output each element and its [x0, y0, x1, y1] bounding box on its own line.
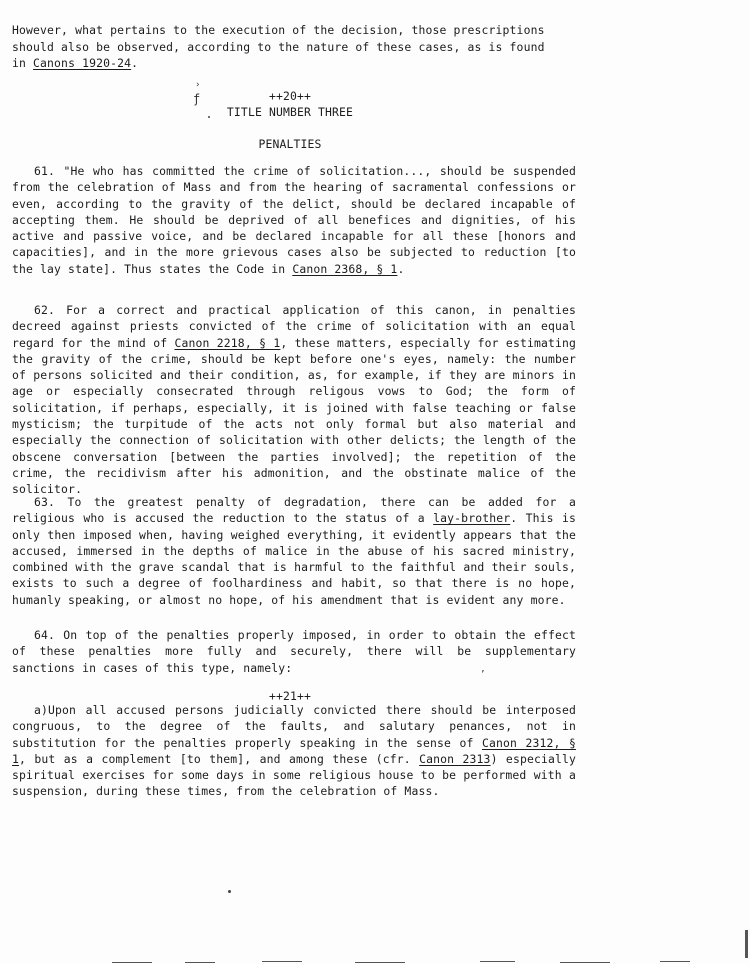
intro-line-2: should also be observed, according to the nature of these cases, as is found	[12, 39, 545, 54]
paragraph-64: 64. On top of the penalties properly imposed, in order to obtain the effect of these penalties more fully and securely, there will be supplementary sanctions in cases of this type, namely:	[12, 628, 576, 675]
paragraph-63: 63. To the greatest penalty of degradation, there can be added for a religious who is accused the reduction to the status of a lay-brother. This is only then imposed when, having weighed everything, it evidently appears that the accused, immersed in the depths of malice in the abuse of his sacred ministry, combined with the grave scandal that is harmful to the faithful and their souls, exists to such a degree of foolhardiness and habit, so that there is no hope, humanly speaking, or almost no hope, of his amendment that is evident any more.	[12, 495, 576, 607]
scan-edge-line	[355, 962, 405, 963]
paragraph-61: 61. "He who has committed the crime of solicitation..., should be suspended from the celebration of Mass and from the hearing of sacramental confessions or even, according to the gravity of the delict, should be declared incapable of accepting them. He should be deprived of all benefices and dignities, of his active and passive voice, and be declared incapable for all these [honors and capacities], and in the more grievous cases also be subjected to reduction [to the lay state]. Thus states the Code in Canon 2368, § 1.	[12, 164, 576, 276]
scan-edge-line	[560, 962, 610, 963]
paragraph-62: 62. For a correct and practical application of this canon, in penalties decreed against priests convicted of the crime of solicitation with an equal regard for the mind of Canon 2218, § 1, these matters, especially for estimating the gravity of the crime, should be kept before one's eyes, namely: the number of persons solicited and their condition, as, for example, if they are minors in age or especially consecrated through religous vows to God; the form of solicitation, if perhaps, especially, it is joined with false teaching or false mysticism; the turpitude of the acts not only formal but also material and especially the connection of solicitation with other delicts; the length of the obscene conversation [between the parties involved]; the repetition of the crime, the recidivism after his admonition, and the obstinate malice of the solicitor.	[12, 303, 577, 497]
handwritten-mark: ƒ	[193, 92, 201, 106]
canon-reference: Canon 2312, § 1	[12, 735, 576, 766]
lay-brother-reference: lay-brother	[433, 511, 511, 526]
canon-reference: Canon 2313	[419, 751, 491, 766]
scan-edge-line	[112, 962, 152, 963]
canon-reference: Canon 2368, § 1	[292, 261, 398, 276]
intro-line-3: in Canons 1920-24.	[12, 56, 139, 70]
section-heading: PENALTIES	[258, 137, 322, 151]
scan-speck	[228, 890, 231, 893]
paragraph-a: a)Upon all accused persons judicially convicted there should be interposed congruous, to the degree of the faults, and salutary penances, not in substitution for the penalties properly speaking in the sense of Canon 2312, § 1, but as a complement [to them], and among these (cfr. Canon 2313) especially spiritual exercises for some days in some religious house to be performed with a suspension, during these times, from the celebration of Mass.	[12, 703, 577, 799]
intro-line-1: However, what pertains to the execution of the decision, those prescriptions	[12, 23, 545, 37]
handwritten-mark: ›	[195, 80, 201, 90]
scan-edge-line	[480, 961, 515, 962]
scan-edge-line	[185, 962, 215, 963]
page-marker-bottom: ++21++	[268, 689, 312, 703]
scan-edge-line	[745, 930, 748, 958]
handwritten-mark: ’	[480, 670, 486, 680]
scan-edge-line	[660, 961, 690, 962]
canon-reference: Canons 1920-24	[33, 56, 132, 70]
page-marker-top: ++20++	[268, 89, 312, 103]
canon-reference: Canon 2218, § 1	[174, 335, 281, 350]
scan-edge-line	[262, 961, 302, 962]
section-title: TITLE NUMBER THREE	[226, 105, 354, 119]
intro-paragraph	[12, 22, 582, 72]
